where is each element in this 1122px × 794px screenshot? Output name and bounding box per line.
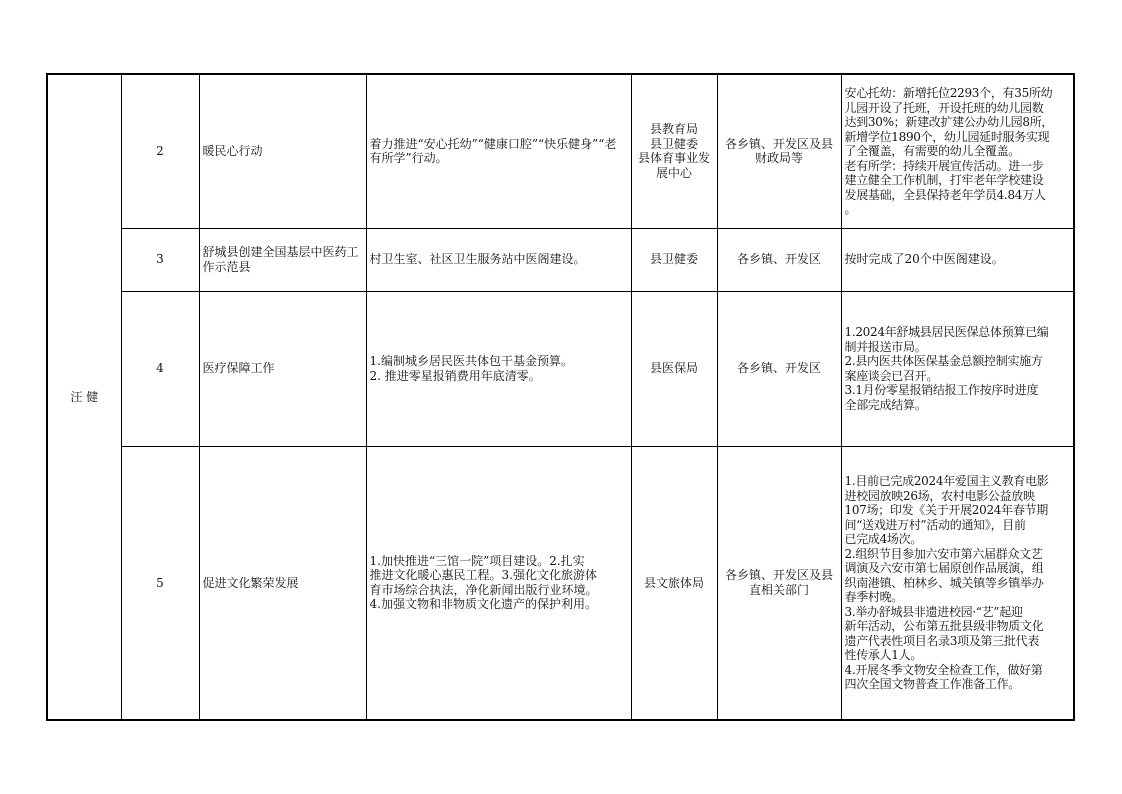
progress-line: 2.组织节目参加六安市第六届群众文艺 [844,546,1043,561]
lead-unit-line: 县医保局 [649,361,698,376]
table-row [47,291,1074,446]
task-line: 4.加强文物和非物质文化遗产的保护利用。 [369,597,597,612]
progress-line: 四次全国文物普查工作准备工作。 [844,677,1021,691]
coop-unit: 各乡镇、开发区及县财政局等 [717,74,841,228]
lead-unit [631,291,717,446]
progress-line: 3.举办舒城县非遗进校园·“艺”起迎 [844,604,1023,619]
task-line: 推进文化暖心惠民工程。3.强化文化旅游体 [369,568,597,583]
task-content [366,446,631,720]
progress-line: 发展基础，全县保持老年学员4.84万人 [844,187,1046,202]
progress-line: 了全覆盖，有需要的幼儿全覆盖。 [844,144,1021,158]
progress-line: 1.2024年舒城县居民医保总体预算已编 [844,325,1049,339]
progress-line: 全部完成结算。 [844,397,927,412]
task-content: 着力推进“安心托幼”“健康口腔”“快乐健身”“老有所学”行动。 [366,74,631,228]
row-number: 2 [121,74,199,228]
table-row [47,446,1074,720]
progress-line: 安心托幼：新增托位2293个，有35所幼 [844,86,1053,100]
table-row [47,228,1074,291]
coop-unit: 各乡镇、开发区 [717,291,841,446]
work-progress-table [46,73,1075,721]
coop-unit [717,446,841,720]
progress-line: 性传承人1人。 [844,648,923,662]
task-line: 育市场综合执法，净化新闻出版行业环境。 [369,582,598,597]
progress-text [841,74,1074,228]
coop-unit-line: 直相关部门 [748,582,809,597]
progress-line: 织南港镇、柏林乡、城关镇等乡镇举办 [844,575,1044,590]
progress-line: 。 [844,202,857,216]
progress-line: 已完成4场次。 [844,532,923,546]
progress-line: 春季村晚。 [844,590,904,604]
task-line: 1.编制城乡居民医共体包干基金预算。 [369,354,573,368]
lead-unit-line: 县教育局 [649,122,698,137]
task-line: 2. 推进零星报销费用年底清零。 [369,368,541,383]
progress-line: 107场；印发《关于开展2024年春节期 [844,503,1048,517]
progress-line: 间“送戏进万村”活动的通知》，目前 [844,517,1026,532]
progress-line: 进校园放映26场，农村电影公益放映 [844,488,1035,503]
progress-line: 儿园开设了托班，开设托班的幼儿园数 [844,100,1044,115]
lead-unit-line: 县卫健委 [649,136,698,151]
lead-unit [631,228,717,291]
coop-unit-line: 各乡镇、开发区及县 [724,568,833,583]
lead-unit-line: 县卫健委 [649,252,698,267]
progress-text [841,228,1074,291]
lead-unit [631,74,717,228]
lead-unit [631,446,717,720]
lead-unit-line: 县体育事业发展中心 [637,151,710,180]
progress-line: 制并报送市局。 [844,339,927,354]
progress-line: 3.1月份零星报销结报工作按序时进度 [844,383,1039,397]
progress-line: 4.开展冬季文物安全检查工作，做好第 [844,662,1043,677]
lead-unit-line: 县文旅体局 [643,575,704,590]
progress-line: 按时完成了20个中医阁建设。 [844,252,1004,267]
row-number: 4 [121,291,199,446]
progress-line: 案座谈会已召开。 [844,368,939,383]
table-row [47,74,1074,228]
progress-text [841,291,1074,446]
coop-unit: 各乡镇、开发区 [717,228,841,291]
row-number: 3 [121,228,199,291]
progress-line: 达到30%；新建改扩建公办幼儿园8所， [844,115,1054,129]
item-name: 促进文化繁荣发展 [199,446,366,720]
task-content [366,291,631,446]
item-name: 医疗保障工作 [199,291,366,446]
row-number: 5 [121,446,199,720]
task-content: 村卫生室、社区卫生服务站中医阁建设。 [366,228,631,291]
progress-line: 2.县内医共体医保基金总额控制实施方 [844,354,1043,368]
progress-line: 建立健全工作机制，打牢老年学校建设 [844,173,1044,187]
progress-line: 新增学位1890个，幼儿园延时服务实现 [844,129,1050,144]
task-line: 1.加快推进“三馆一院”项目建设。2.扎实 [369,553,585,568]
responsible-leader-cell [47,74,121,720]
progress-line: 1.目前已完成2024年爱国主义教育电影 [844,474,1049,488]
progress-line: 调演及六安市第七届原创作品展演，组 [844,561,1044,575]
progress-text [841,446,1074,720]
progress-line: 新年活动，公布第五批县级非物质文化 [844,619,1044,633]
item-name: 暖民心行动 [199,74,366,228]
item-name: 舒城县创建全国基层中医药工作示范县 [199,228,366,291]
responsible-leader: 汪 健 [70,389,99,404]
progress-line: 遗产代表性项目名录3项及第三批代表 [844,633,1040,648]
progress-line: 老有所学：持续开展宣传活动。进一步 [844,158,1044,173]
